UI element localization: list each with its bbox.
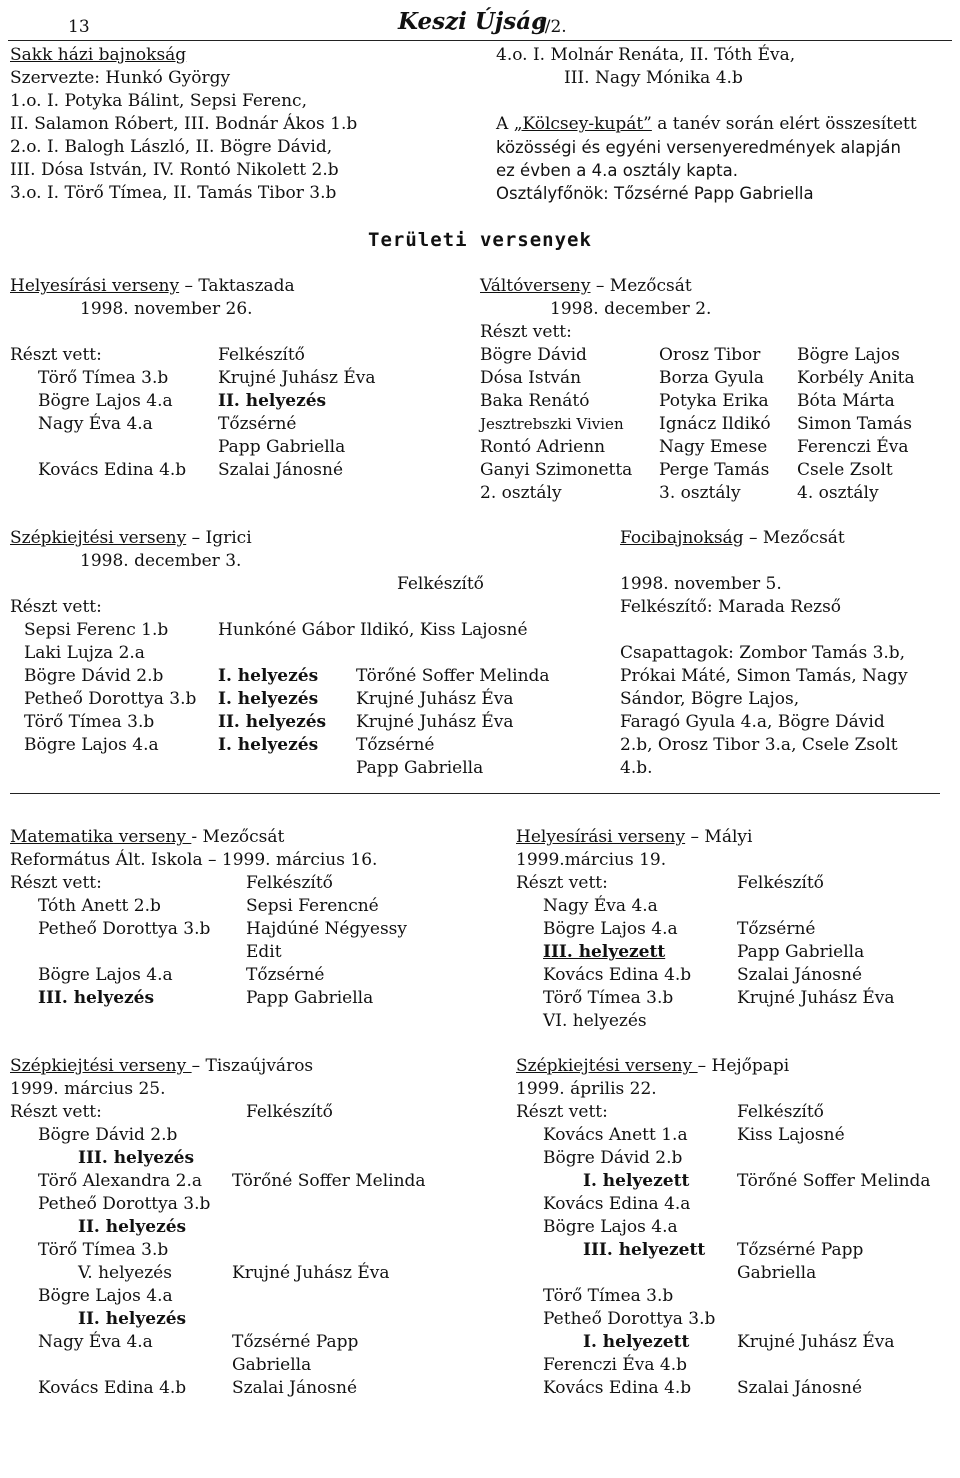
szep3-col2-header: Felkészítő [737, 1102, 824, 1122]
teacher-name: Tőzsérné [218, 414, 297, 434]
participant-name: Törő Tímea 3.b [24, 712, 155, 732]
helyesiras1-col1-header: Részt vett: [10, 345, 102, 365]
helyesiras1-col2-header: Felkészítő [218, 345, 305, 365]
teacher-name [737, 1147, 931, 1170]
szep3-name: Szépkiejtési verseny [516, 1056, 698, 1076]
szep1-date: 1998. december 3. [80, 551, 242, 571]
runner-name: Rontó Adrienn [480, 437, 606, 457]
teacher-name: Papp Gabriella [737, 942, 865, 962]
runner-name: Simon Tamás [797, 414, 912, 434]
helyesiras1-name: Helyesírási verseny [10, 276, 180, 296]
matek-heading [10, 826, 284, 849]
teacher-name [232, 1239, 426, 1262]
teacher-name: Krujné Juhász Éva [356, 689, 514, 709]
teacher-name: Tőzsérné [737, 919, 816, 939]
teacher-name [737, 1354, 931, 1377]
header-divider [8, 40, 952, 41]
helyesiras2-col1-header: Részt vett: [516, 873, 608, 893]
participant-name: Bögre Lajos 4.a [38, 391, 173, 411]
teacher-name: Sepsi Ferencné [246, 896, 379, 916]
placement: I. helyezés [218, 666, 319, 686]
placement: I. helyezett [583, 1171, 690, 1191]
kupa-name: „Kölcsey-kupát” [513, 114, 652, 134]
participant-name: Bögre Lajos 4.a [543, 1217, 678, 1237]
szep1-name: Szépkiejtési verseny [10, 528, 187, 548]
page-number: 13 [68, 17, 90, 37]
runner-name: Ganyi Szimonetta [480, 460, 633, 480]
matek-teachers [246, 895, 407, 1010]
valto-col1 [480, 344, 632, 505]
teacher-name: Kiss Lajosné [737, 1125, 845, 1145]
helyesiras2-col2-header: Felkészítő [737, 873, 824, 893]
helyesiras2-heading [516, 826, 752, 849]
runner-name: Ignácz Ildikó [659, 414, 771, 434]
runner-name: Bögre Lajos [797, 345, 900, 365]
valto-date: 1998. december 2. [550, 299, 712, 319]
helyesiras1-teachers [218, 367, 376, 482]
chess-continuation [496, 44, 795, 90]
teacher-name: Tőzsérné [246, 965, 325, 985]
participant-name: Bögre Dávid 2.b [543, 1148, 683, 1168]
participant-name: Nagy Éva 4.a [38, 414, 153, 434]
teacher-name [232, 1285, 426, 1308]
runner-name: Nagy Emese [659, 437, 768, 457]
teacher-name: Szalai Jánosné [737, 965, 863, 985]
placement: V. helyezés [78, 1263, 172, 1283]
foci-line: 2.b, Orosz Tibor 3.a, Csele Zsolt [620, 735, 898, 755]
helyesiras2-place: – Mályi [685, 827, 753, 847]
placement: III. helyezés [38, 988, 155, 1008]
kupa-line-3: ez évben a 4.a osztály kapta. [496, 161, 738, 180]
matek-col1-header: Részt vett: [10, 873, 102, 893]
teacher-name: Krujné Juhász Éva [737, 988, 895, 1008]
foci-line: Csapattagok: Zombor Tamás 3.b, [620, 643, 906, 663]
teacher-name [232, 1216, 426, 1239]
teacher-name: Krujné Juhász Éva [356, 712, 514, 732]
teacher-name [232, 1147, 426, 1170]
szep2-teachers [232, 1124, 426, 1400]
teacher-name: Törőné Soffer Melinda [737, 1171, 931, 1191]
kupa-block [496, 113, 917, 205]
runner-name: Bóta Márta [797, 391, 895, 411]
runner-name: Dósa István [480, 368, 582, 388]
participant-name: Laki Lujza 2.a [24, 643, 145, 663]
runner-name: Korbély Anita [797, 368, 915, 388]
szep2-heading [10, 1055, 313, 1078]
matek-names [38, 895, 210, 1010]
chess-line: 3.o. I. Törő Tímea, II. Tamás Tibor 3.b [10, 183, 337, 203]
class-label: 2. osztály [480, 483, 562, 503]
foci-date: 1998. november 5. [620, 574, 782, 594]
chess-line: 1.o. I. Potyka Bálint, Sepsi Ferenc, [10, 91, 307, 111]
participant-name: Törő Alexandra 2.a [38, 1171, 203, 1191]
placement: II. helyezés [218, 712, 327, 732]
foci-line: Faragó Gyula 4.a, Bögre Dávid [620, 712, 885, 732]
placement: II. helyezés [78, 1309, 187, 1329]
helyesiras2-date: 1999.március 19. [516, 850, 667, 870]
szep1-col1-header: Részt vett: [10, 597, 102, 617]
helyesiras1-place: – Taktaszada [179, 276, 295, 296]
szep3-heading [516, 1055, 789, 1078]
matek-name: Matematika verseny [10, 827, 192, 847]
valto-name: Váltóverseny [480, 276, 591, 296]
helyesiras1-date: 1998. november 26. [80, 299, 253, 319]
teacher-name: Törőné Soffer Melinda [232, 1171, 426, 1191]
participant-name: Bögre Lajos 4.a [38, 965, 173, 985]
matek-col2-header: Felkészítő [246, 873, 333, 893]
chess-organizer: Szervezte: Hunkó György [10, 68, 231, 88]
ofonok-line: Osztályfőnök: Tőzsérné Papp Gabriella [496, 184, 814, 203]
participant-name: Petheő Dorottya 3.b [24, 689, 197, 709]
chess-title: Sakk házi bajnokság [10, 45, 187, 65]
teacher-name: Hunkóné Gábor Ildikó, Kiss Lajosné [218, 620, 528, 640]
runner-name: Csele Zsolt [797, 460, 893, 480]
placement: III. helyezett [583, 1240, 706, 1260]
runner-name: Orosz Tibor [659, 345, 761, 365]
szep3-col1-header: Részt vett: [516, 1102, 608, 1122]
helyesiras2-names [543, 895, 691, 1033]
placement: I. helyezés [218, 735, 319, 755]
runner-name: Bögre Dávid [480, 345, 587, 365]
placement: VI. helyezés [543, 1011, 647, 1031]
szep1-names [24, 665, 196, 757]
matek-place: - Mezőcsát [191, 827, 285, 847]
participant-name [38, 1354, 210, 1377]
participant-name: Bögre Lajos 4.a [38, 1286, 173, 1306]
participant-name: Bögre Lajos 4.a [543, 919, 678, 939]
participant-name: Nagy Éva 4.a [543, 896, 658, 916]
valto-col2 [659, 344, 771, 505]
teacher-name [737, 1285, 931, 1308]
helyesiras2-name: Helyesírási verseny [516, 827, 686, 847]
szep3-teachers [737, 1124, 931, 1400]
teacher-name: Szalai Jánosné [737, 1378, 863, 1398]
participant-name: Kovács Edina 4.b [38, 1378, 187, 1398]
teacher-name [737, 1193, 931, 1216]
kupa-line [496, 113, 917, 136]
szep2-col1-header: Részt vett: [10, 1102, 102, 1122]
participant-name [543, 1262, 715, 1285]
teacher-name: Gabriella [232, 1355, 312, 1375]
foci-name: Focibajnokság [620, 528, 744, 548]
valto-place: – Mezőcsát [590, 276, 692, 296]
chess-block [10, 44, 357, 205]
participant-name: Kovács Edina 4.b [543, 1378, 692, 1398]
participant-name: Tóth Anett 2.b [38, 896, 161, 916]
szep2-date: 1999. március 25. [10, 1079, 166, 1099]
class-label: 3. osztály [659, 483, 741, 503]
participant-name: Nagy Éva 4.a [38, 1332, 153, 1352]
teacher-name: Szalai Jánosné [218, 460, 344, 480]
szep2-place: – Tiszaújváros [191, 1056, 314, 1076]
szep3-names [543, 1124, 715, 1400]
placement: II. helyezés [78, 1217, 187, 1237]
runner-name: Perge Tamás [659, 460, 770, 480]
matek-school: Református Ált. Iskola – 1999. március 16. [10, 850, 378, 870]
szep1-heading [10, 527, 252, 550]
kupa-line-2: közösségi és egyéni versenyeredmények alapján [496, 138, 901, 157]
participant-name: Bögre Dávid 2.b [24, 666, 164, 686]
chess-line: 4.o. I. Molnár Renáta, II. Tóth Éva, [496, 45, 796, 65]
teacher-name: Edit [246, 942, 282, 962]
masthead-title: Keszi Újság [398, 8, 548, 35]
chess-line: II. Salamon Róbert, III. Bodnár Ákos 1.b [10, 114, 358, 134]
placement: III. helyezés [78, 1148, 195, 1168]
section-title: Területi versenyek [368, 229, 592, 251]
participant-name: Törő Tímea 3.b [38, 368, 169, 388]
foci-team [620, 642, 908, 780]
participant-name: Törő Tímea 3.b [543, 988, 674, 1008]
runner-name: Borza Gyula [659, 368, 765, 388]
szep3-date: 1999. április 22. [516, 1079, 657, 1099]
teacher-name: Papp Gabriella [218, 437, 346, 457]
runner-name: Ferenczi Éva [797, 437, 909, 457]
szep3-place: – Hejőpapi [697, 1056, 790, 1076]
kupa-suffix: a tanév során elért összesített [651, 114, 917, 134]
participant-name [38, 941, 210, 964]
chess-line: III. Nagy Mónika 4.b [564, 68, 743, 88]
placement: II. helyezés [218, 391, 327, 411]
teacher-name: Krujné Juhász Éva [737, 1332, 895, 1352]
placement: I. helyezés [218, 689, 319, 709]
teacher-name: Szalai Jánosné [232, 1378, 358, 1398]
teacher-name [232, 1124, 426, 1147]
teacher-name: Papp Gabriella [356, 758, 484, 778]
valto-heading [480, 275, 692, 298]
section-divider [10, 793, 940, 794]
valto-header: Részt vett: [480, 322, 572, 342]
runner-name: Baka Renátó [480, 391, 590, 411]
participant-name: Törő Tímea 3.b [38, 1240, 169, 1260]
chess-line: 2.o. I. Balogh László, II. Bögre Dávid, [10, 137, 333, 157]
szep2-names [38, 1124, 210, 1400]
runner-name: Potyka Erika [659, 391, 769, 411]
teacher-name [232, 1193, 426, 1216]
teacher-name: Papp Gabriella [246, 988, 374, 1008]
szep2-col2-header: Felkészítő [246, 1102, 333, 1122]
participant-name: Petheő Dorottya 3.b [38, 919, 211, 939]
participant-name: Bögre Dávid 2.b [38, 1125, 178, 1145]
teacher-name [737, 1216, 931, 1239]
valto-col3 [797, 344, 915, 505]
szep2-name: Szépkiejtési verseny [10, 1056, 192, 1076]
participant-name: Törő Tímea 3.b [543, 1286, 674, 1306]
runner-name: Jesztrebszki Vivien [480, 415, 624, 433]
szep1-placements [218, 665, 326, 757]
szep1-teachers [356, 665, 550, 780]
participant-name: Kovács Edina 4.b [543, 965, 692, 985]
chess-line: III. Dósa István, IV. Rontó Nikolett 2.b [10, 160, 339, 180]
teacher-name [737, 1308, 931, 1331]
participant-name: Petheő Dorottya 3.b [38, 1194, 211, 1214]
foci-place: – Mezőcsát [743, 528, 845, 548]
szep1-felkeszito-header: Felkészítő [397, 574, 484, 594]
placement: I. helyezett [583, 1332, 690, 1352]
foci-line: Sándor, Bögre Lajos, [620, 689, 800, 709]
teacher-name: Gabriella [737, 1263, 817, 1283]
foci-felkeszito: Felkészítő: Marada Rezső [620, 597, 842, 617]
teacher-name: Tőzsérné Papp [737, 1240, 864, 1260]
kupa-prefix: A [496, 114, 514, 134]
teacher-name: Krujné Juhász Éva [232, 1263, 390, 1283]
placement: III. helyezett [543, 942, 666, 962]
helyesiras1-names [38, 367, 186, 482]
teacher-name: Törőné Soffer Melinda [356, 666, 550, 686]
teacher-name [737, 1010, 895, 1033]
participant-name: Petheő Dorottya 3.b [543, 1309, 716, 1329]
teacher-name: Hajdúné Négyessy [246, 919, 408, 939]
participant-name: Kovács Anett 1.a [543, 1125, 688, 1145]
foci-heading [620, 527, 845, 550]
participant-name [38, 436, 186, 459]
helyesiras1-heading [10, 275, 295, 298]
participant-name: Sepsi Ferenc 1.b [24, 620, 169, 640]
teacher-name: Tőzsérné [356, 735, 435, 755]
szep1-place: – Igrici [186, 528, 252, 548]
participant-name: Bögre Lajos 4.a [24, 735, 159, 755]
participant-name: Ferenczi Éva 4.b [543, 1355, 688, 1375]
teacher-name [737, 895, 895, 918]
helyesiras2-teachers [737, 895, 895, 1033]
teacher-name: Krujné Juhász Éva [218, 368, 376, 388]
class-label: 4. osztály [797, 483, 879, 503]
participant-name: Kovács Edina 4.a [543, 1194, 691, 1214]
issue-number: I/2. [538, 17, 567, 37]
teacher-name: Tőzsérné Papp [232, 1332, 359, 1352]
foci-line: 4.b. [620, 758, 653, 778]
participant-name: Kovács Edina 4.b [38, 460, 187, 480]
foci-line: Prókai Máté, Simon Tamás, Nagy [620, 666, 908, 686]
teacher-name [232, 1308, 426, 1331]
